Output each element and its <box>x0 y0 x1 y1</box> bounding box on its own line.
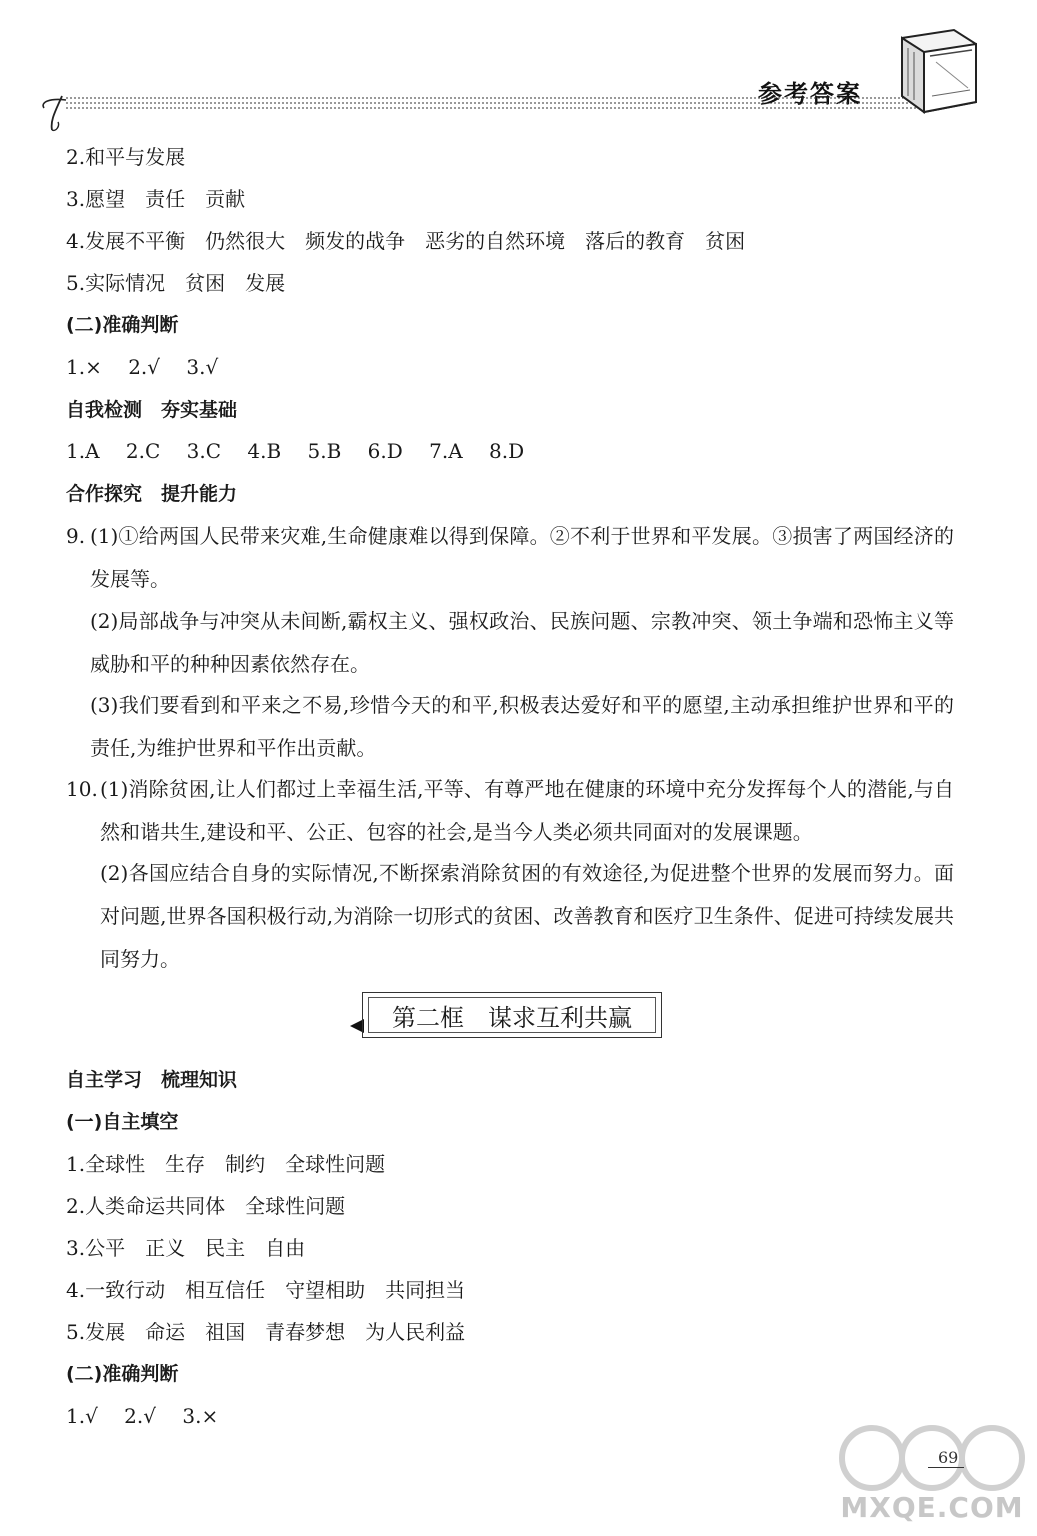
section-heading: 自主学习 梳理知识 <box>66 1069 238 1091</box>
question-number: 10. <box>66 777 98 801</box>
section-banner <box>362 992 662 1038</box>
fill-answer-line: 2.和平与发展 <box>66 145 186 169</box>
fill-answer-line: 1.全球性 生存 制约 全球性问题 <box>66 1152 386 1176</box>
watermark-text: MXQE.COM <box>840 1491 1024 1524</box>
section-banner-title: 第二框 谋求互利共赢 <box>368 997 656 1033</box>
fill-answer-line: 3.愿望 责任 贡献 <box>66 187 246 211</box>
answer-paragraph: (2)各国应结合自身的实际情况,不断探索消除贫困的有效途径,为促进整个世界的发展而努力。面对问题,世界各国积极行动,为消除一切形式的贫困、改善教育和医疗卫生条件、促进可持续发展共同努力。 <box>100 861 954 971</box>
fill-answer-line: 3.公平 正义 民主 自由 <box>66 1236 306 1260</box>
fill-answer-line: 4.一致行动 相互信任 守望相助 共同担当 <box>66 1278 466 1302</box>
question-number: 9. <box>66 524 86 548</box>
header-rule-decoration <box>36 86 936 136</box>
page-header-title: 参考答案 <box>758 80 862 108</box>
self-check-answers: 1.A 2.C 3.C 4.B 5.B 6.D 7.A 8.D <box>66 439 525 463</box>
fill-heading: (一)自主填空 <box>66 1111 179 1133</box>
answer-paragraph: (1)消除贫困,让人们都过上幸福生活,平等、有尊严地在健康的环境中充分发挥每个人的潜能,与自然和谐共生,建设和平、公正、包容的社会,是当今人类必须共同面对的发展课题。 <box>100 777 954 844</box>
site-watermark <box>832 1418 1032 1530</box>
judge-answers: 1.× 2.√ 3.√ <box>66 355 219 379</box>
fill-answer-line: 5.实际情况 贫困 发展 <box>66 271 286 295</box>
fill-answer-line: 5.发展 命运 祖国 青春梦想 为人民利益 <box>66 1320 466 1344</box>
answer-paragraph: (3)我们要看到和平来之不易,珍惜今天的和平,积极表达爱好和平的愿望,主动承担维护世界和平的责任,为维护世界和平作出贡献。 <box>90 693 954 760</box>
cooperation-heading: 合作探究 提升能力 <box>66 483 238 505</box>
judge-heading: (二)准确判断 <box>66 1363 179 1385</box>
fill-answer-line: 4.发展不平衡 仍然很大 频发的战争 恶劣的自然环境 落后的教育 贫困 <box>66 229 746 253</box>
answer-paragraph: (1)①给两国人民带来灾难,生命健康难以得到保障。②不利于世界和平发展。③损害了两国经济的发展等。 <box>90 524 954 591</box>
fill-answer-line: 2.人类命运共同体 全球性问题 <box>66 1194 346 1218</box>
self-check-heading: 自我检测 夯实基础 <box>66 399 238 421</box>
answer-paragraph: (2)局部战争与冲突从未间断,霸权主义、强权政治、民族问题、宗教冲突、领土争端和恐怖主义等威胁和平的种种因素依然存在。 <box>90 609 954 676</box>
judge-heading: (二)准确判断 <box>66 314 179 336</box>
page-number: 69 <box>928 1448 964 1468</box>
judge-answers: 1.√ 2.√ 3.× <box>66 1404 219 1428</box>
book-icon <box>892 26 984 118</box>
